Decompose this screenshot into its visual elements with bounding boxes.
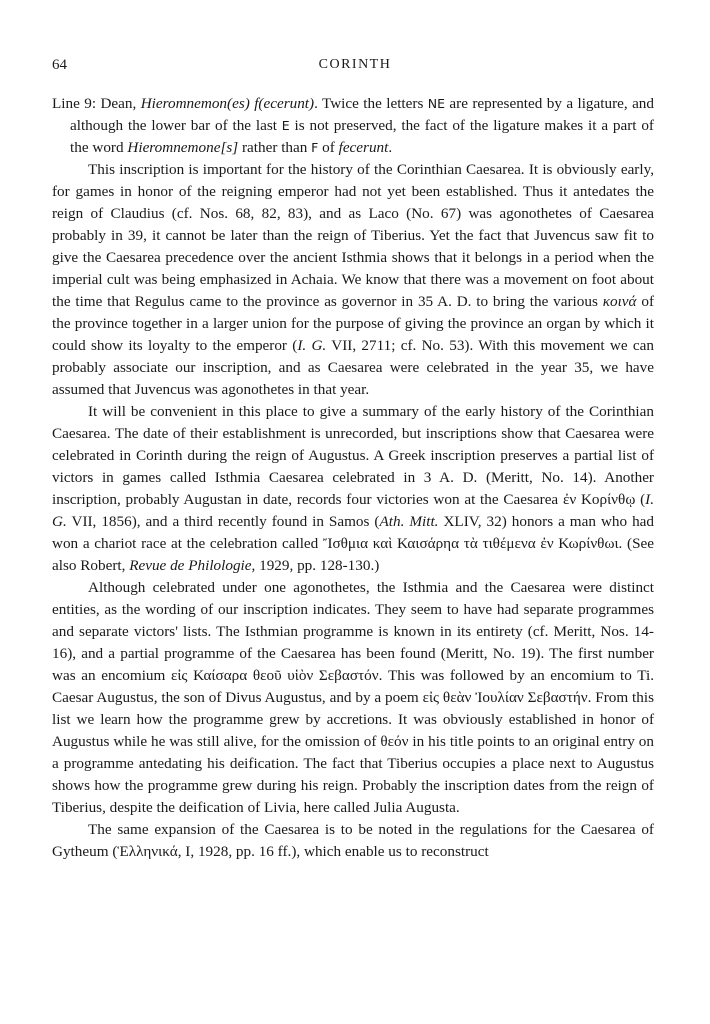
paragraph-text: 1929, pp. 128-130.) bbox=[255, 557, 380, 574]
paragraph-text: This inscription is important for the history of the Corinthian Caesarea. It is obviously early, for games in honor of the reigning emperor had not yet been established. Thus it antedates the reign of Claudius (cf. Nos. 68, 82, 83), and as Laco (No. 67) was agonothetes of Caesarea probably in 39, it cannot be later than the reign of Tiberius. Yet the fact that Juvencus saw fit to give the Caesarea precedence over the ancient Isthmia shows that it belongs in a period when the imperial cult was being emphasized in Achaia. We know that there was a movement on foot about the time that Regulus came to the province as governor in 35 A. D. to bring the various bbox=[52, 161, 654, 310]
paragraph-text: VII, 1856), and a third recently found in Samos ( bbox=[66, 513, 380, 530]
paragraph-4 bbox=[52, 819, 654, 863]
note-text: rather than bbox=[238, 139, 312, 156]
paragraph-1 bbox=[52, 159, 654, 401]
paragraph-text: VII, 2711; cf. No. 53). With this movement we can probably associate our inscription, and as Caesarea were celebrated in the year 35, we have assumed that Juvencus was agonothetes in that year. bbox=[52, 337, 654, 398]
page-header bbox=[52, 57, 658, 77]
note-letters: F bbox=[311, 140, 319, 155]
citation-italic: Revue de Philologie, bbox=[129, 557, 256, 574]
note-letters: E bbox=[281, 118, 290, 133]
running-title: CORINTH bbox=[318, 57, 392, 72]
body-text bbox=[52, 93, 654, 863]
note-italic: Hieromnemon(es) f(ecerunt) bbox=[140, 95, 315, 112]
citation-italic: I. G. bbox=[297, 337, 327, 354]
note-text: are represented by a ligature, and although the lower bar of the last bbox=[70, 95, 654, 134]
citation-italic: I. G. bbox=[52, 491, 654, 530]
note-italic: fecerunt bbox=[338, 139, 389, 156]
paragraph-text: XLIV, 32) honors a man who had won a chariot race at the celebration called Ἴσθμια καὶ Καισάρηα τὰ τιθέμενα ἐν Κωρίνθωι. (See also Robert, bbox=[52, 513, 655, 574]
paragraph-2 bbox=[52, 401, 654, 577]
paragraph-text: It will be convenient in this place to give a summary of the early history of the Corinthian Caesarea. The date of their establishment is unrecorded, but inscriptions show that Caesarea were celebrated in Corinth during the reign of Augustus. A Greek inscription preserves a partial list of victors in games called Isthmia Caesarea celebrated in 3 A. D. (Meritt, No. 14). Another inscription, probably Augustan in date, records four victories won at the Caesarea ἐν Κορίνθῳ ( bbox=[52, 403, 654, 508]
paragraph-text: The same expansion of the Caesarea is to be noted in the regulations for the Caesarea of Gytheum (Ἑλληνικά, I, 1928, pp. 16 ff.), which enable us to reconstruct bbox=[52, 821, 654, 860]
note-letters: NE bbox=[427, 96, 446, 111]
note-italic: Hieromnemone[s] bbox=[127, 139, 239, 156]
note-text: Line 9: Dean, bbox=[52, 95, 141, 112]
line-note bbox=[52, 93, 654, 159]
citation-italic: Ath. Mitt. bbox=[379, 513, 439, 530]
paragraph-3 bbox=[52, 577, 654, 819]
note-text: . bbox=[388, 139, 393, 156]
paragraph-text: Although celebrated under one agonothetes, the Isthmia and the Caesarea were distinct entities, as the wording of our inscription indicates. They seem to have had separate programmes and separate victors' lists. The Isthmian programme is known in its entirety (cf. Meritt, Nos. 14-16), and a partial programme of the Caesarea has been found (Meritt, No. 19). The first number was an encomium εἰς Καίσαρα θεοῦ υἱὸν Σεβαστόν. This was followed by an encomium to Ti. Caesar Augustus, the son of Divus Augustus, and by a poem εἰς θεὰν Ἰουλίαν Σεβαστήν. From this list we learn how the programme grew by accretions. It was obviously established in honor of Augustus while he was still alive, for the omission of θεόν in his title points to an original entry on a programme antedating his deification. The fact that Tiberius occupies a place next to Augustus shows how the programme grew during his reign. Probably the inscription dates from the reign of Tiberius, despite the deification of Livia, here called Julia Augusta. bbox=[52, 579, 654, 816]
page-number: 64 bbox=[52, 57, 67, 73]
note-text: is not preserved, the fact of the ligature makes it a part of the word bbox=[70, 117, 654, 156]
paragraph-text: of the province together in a larger union for the purpose of giving the province an organ by which it could show its loyalty to the emperor ( bbox=[52, 293, 655, 354]
note-text: of bbox=[318, 139, 339, 156]
note-text: . Twice the letters bbox=[314, 95, 428, 112]
greek-italic: κοινά bbox=[602, 293, 637, 310]
